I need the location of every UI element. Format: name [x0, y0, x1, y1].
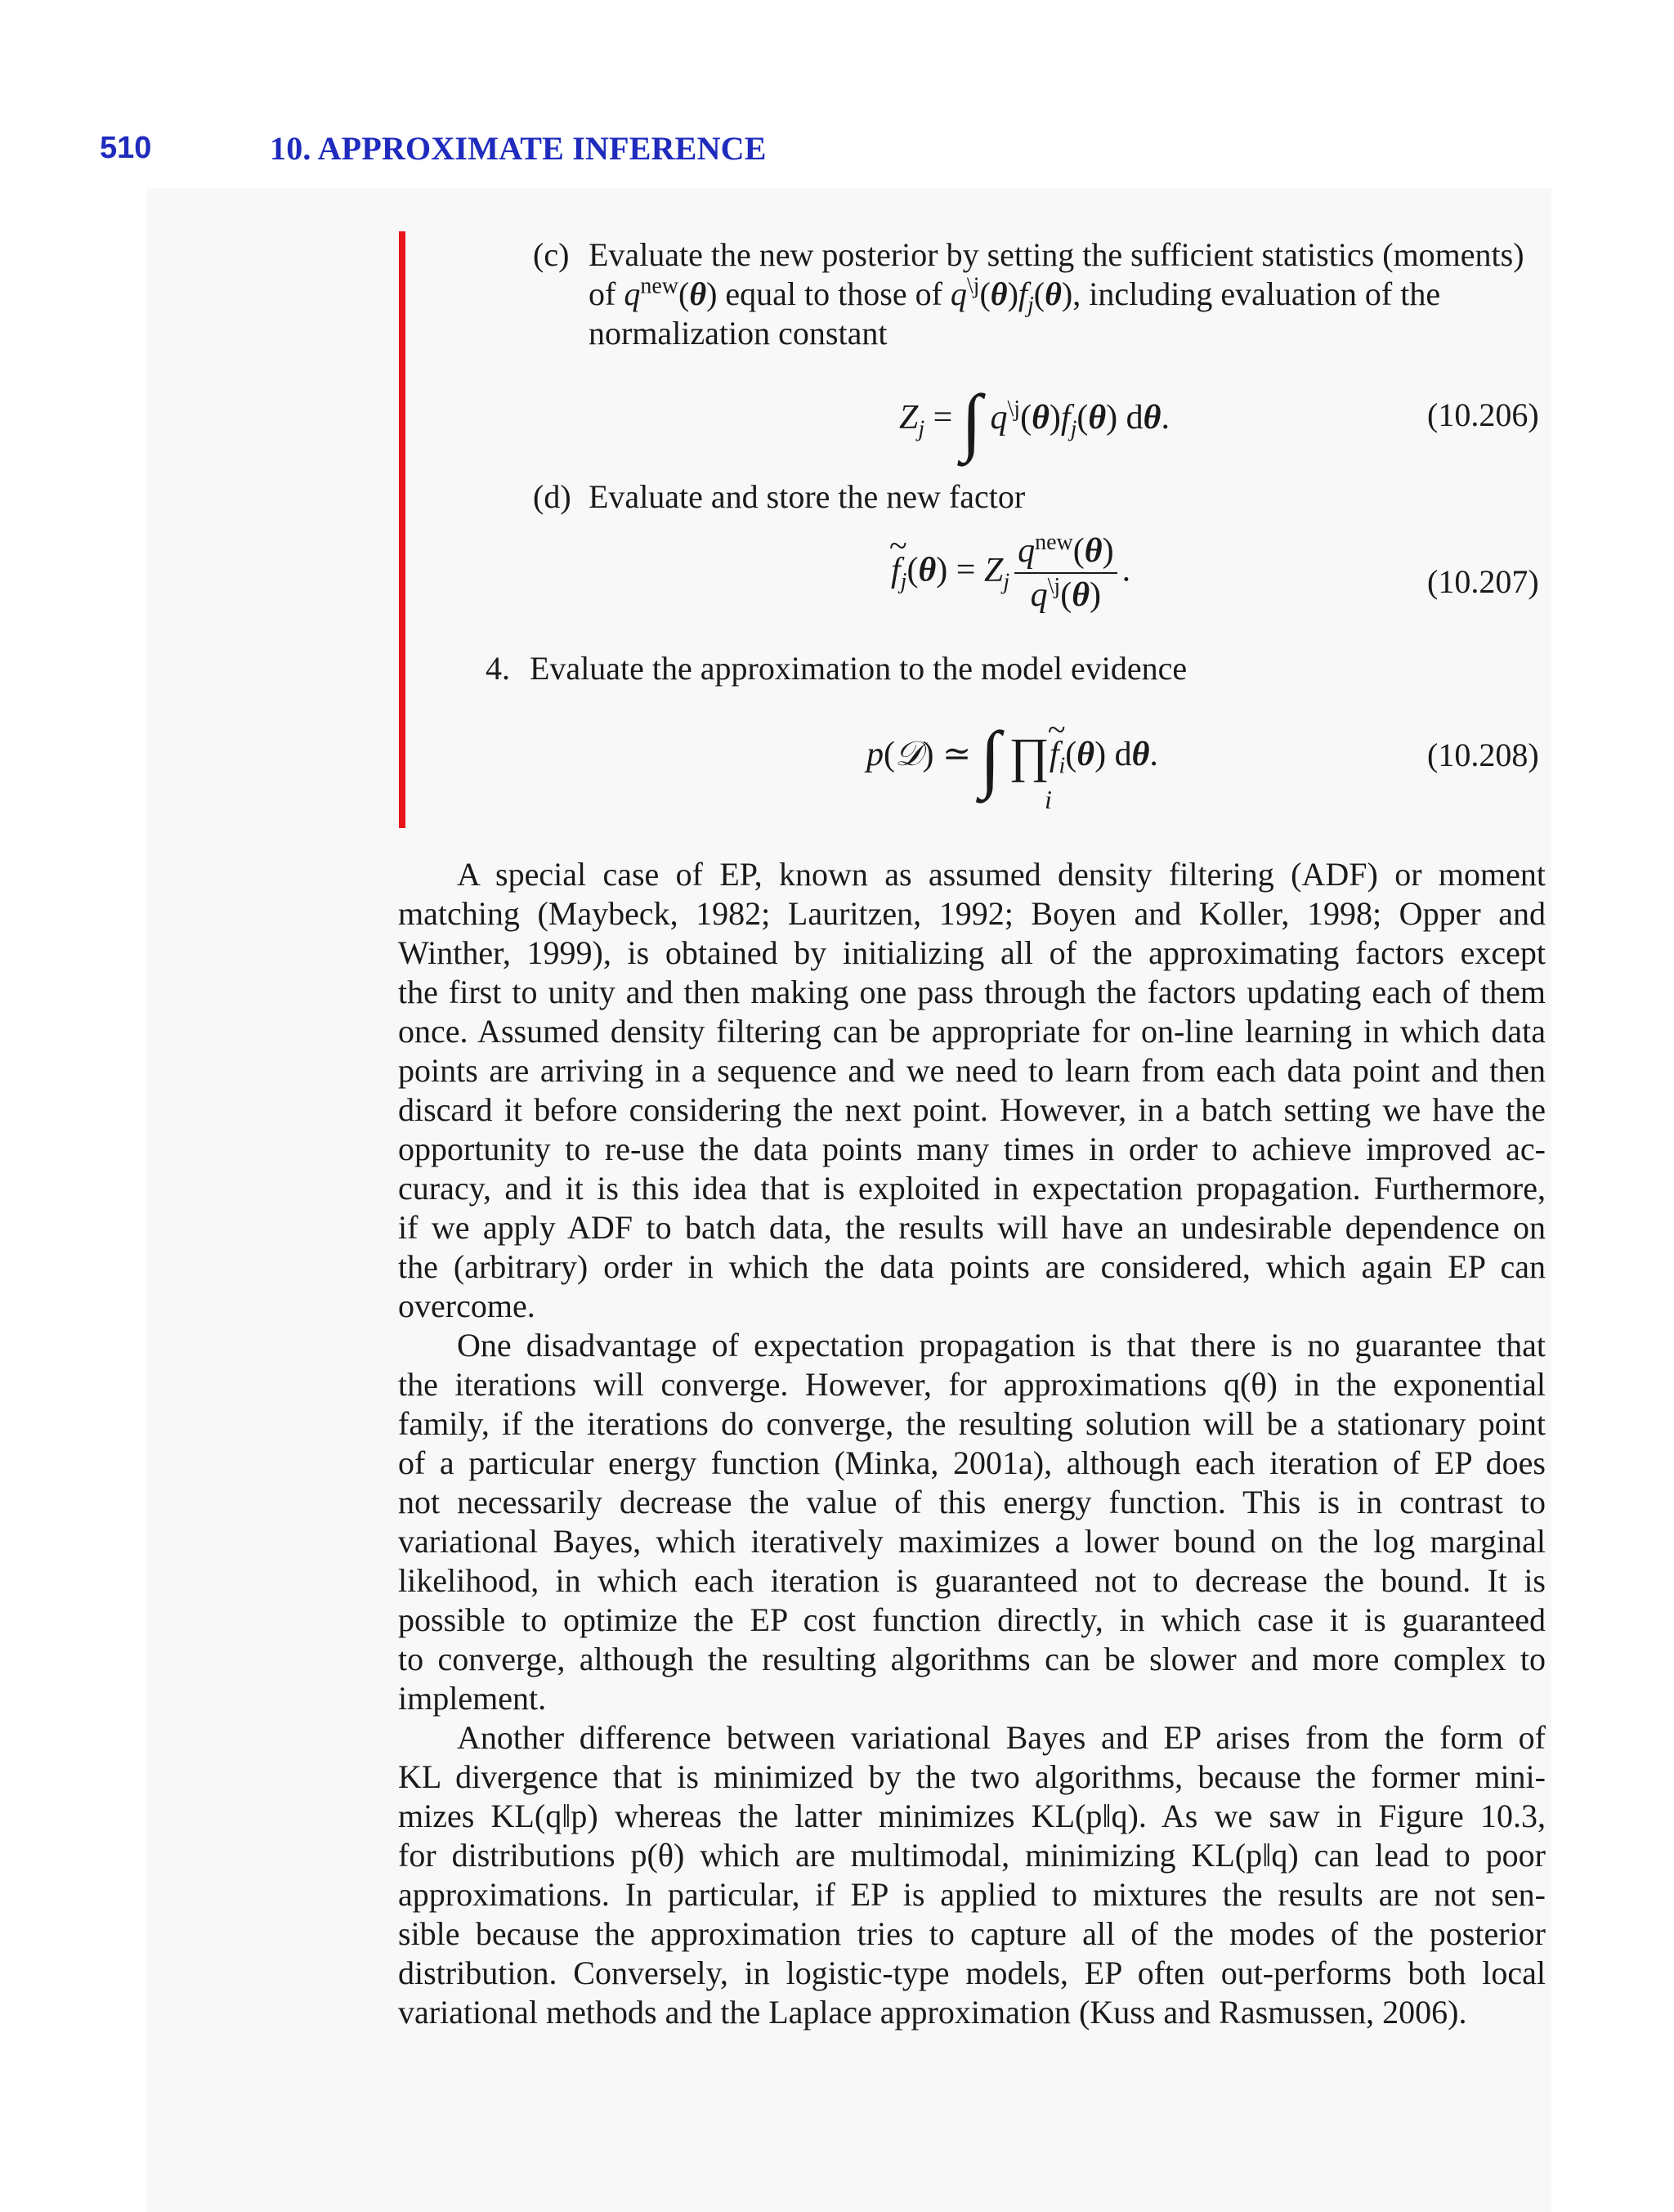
paragraph-2-line: the iterations will converge. However, for approximations q(θ) in the exponential [398, 1366, 1546, 1403]
step-c-line1: Evaluate the new posterior by setting the sufficient statistics (moments) [589, 236, 1524, 273]
paragraph-3-line: sible because the approximation tries to capture all of the modes of the posterior [398, 1915, 1546, 1952]
paragraph-1-line: A special case of EP, known as assumed density filtering (ADF) or moment [457, 856, 1546, 893]
paragraph-3-line: mizes KL(q‖p) whereas the latter minimizes KL(p‖q). As we saw in Figure 10.3, [398, 1798, 1546, 1834]
paragraph-1-line: once. Assumed density filtering can be appropriate for on-line learning in which data [398, 1013, 1546, 1050]
paragraph-1-line: opportunity to re-use the data points many times in order to achieve improved ac- [398, 1131, 1546, 1167]
equation-number-10-208: (10.208) [1427, 737, 1539, 773]
paragraph-3-line: KL divergence that is minimized by the two algorithms, because the former mini- [398, 1758, 1546, 1795]
paragraph-1-line: the (arbitrary) order in which the data points are considered, which again EP can [398, 1248, 1546, 1285]
paragraph-3-line: for distributions p(θ) which are multimodal, minimizing KL(p‖q) can lead to poor [398, 1837, 1546, 1874]
paragraph-2-line: One disadvantage of expectation propagation is that there is no guarantee that [457, 1327, 1546, 1363]
paragraph-1-line: points are arriving in a sequence and we need to learn from each data point and then [398, 1052, 1546, 1089]
paragraph-2-line: to converge, although the resulting algorithms can be slower and more complex to [398, 1641, 1546, 1677]
paragraph-2-line: possible to optimize the EP cost function directly, in which case it is guaranteed [398, 1601, 1546, 1638]
paragraph-1-line: discard it before considering the next point. However, in a batch setting we have the [398, 1091, 1546, 1128]
paragraph-2-line: not necessarily decrease the value of this energy function. This is in contrast to [398, 1484, 1546, 1520]
paragraph-2-line: likelihood, in which each iteration is guaranteed not to decrease the bound. It is [398, 1562, 1546, 1599]
step-c-line2: of $q^{new}(\theta)$ equal to those of $q^{\backslash j}(\theta)f_j(\theta)$, including evaluation of the [589, 273, 1441, 318]
paragraph-1-line: if we apply ADF to batch data, the results will have an undesirable dependence on [398, 1209, 1546, 1246]
paragraph-2-line: implement. [398, 1680, 547, 1717]
paragraph-2-line: variational Bayes, which iteratively maximizes a lower bound on the log marginal [398, 1523, 1546, 1560]
paragraph-3-line: distribution. Conversely, in logistic-type models, EP often out-performs both local [398, 1955, 1546, 1991]
equation-10-206: $Z_j$ = ∫ $q^{\backslash j}(\theta)f_j(\theta)$ dθ. [899, 379, 1170, 463]
paragraph-2-line: family, if the iterations do converge, the resulting solution will be a stationary point [398, 1405, 1546, 1442]
paragraph-1-line: the first to unity and then making one pass through the factors updating each of them [398, 974, 1546, 1010]
product-index: i [1045, 785, 1052, 814]
paragraph-1-line: curacy, and it is this idea that is exploited in expectation propagation. Furthermore, [398, 1170, 1546, 1207]
change-bar [399, 231, 405, 828]
equation-10-208: p(𝒟) ≃ ∫ ∏~ $f_i(\theta)$ dθ. [866, 714, 1158, 801]
step-c-label: (c) [533, 236, 570, 273]
paragraph-3-line: variational methods and the Laplace approximation (Kuss and Rasmussen, 2006). [398, 1994, 1467, 2031]
step-4-text: Evaluate the approximation to the model evidence [530, 650, 1188, 687]
step-d-label: (d) [533, 478, 571, 515]
paragraph-3-line: Another difference between variational Bayes and EP arises from the form of [457, 1719, 1546, 1756]
step-d-text: Evaluate and store the new factor [589, 478, 1026, 515]
step-c-line3: normalization constant [589, 315, 888, 352]
step-4-label: 4. [486, 650, 510, 687]
chapter-title: 10. APPROXIMATE INFERENCE [270, 130, 767, 167]
paragraph-1-line: matching (Maybeck, 1982; Lauritzen, 1992; Boyen and Koller, 1998; Opper and [398, 895, 1546, 932]
paragraph-1-line: Winther, 1999), is obtained by initializing all of the approximating factors except [398, 934, 1546, 971]
equation-10-207: ~ $f_j(\theta) = Z_j$ $\frac{q^{new}(\theta)}{q^{\backslash j}(\theta)}$ . [891, 531, 1130, 615]
page-number: 510 [100, 131, 152, 165]
paragraph-3-line: approximations. In particular, if EP is applied to mixtures the results are not sen- [398, 1876, 1546, 1913]
paragraph-1-line: overcome. [398, 1287, 535, 1324]
equation-number-10-206: (10.206) [1427, 396, 1539, 433]
paragraph-2-line: of a particular energy function (Minka, 2001a), although each iteration of EP does [398, 1444, 1546, 1481]
equation-number-10-207: (10.207) [1427, 563, 1539, 600]
